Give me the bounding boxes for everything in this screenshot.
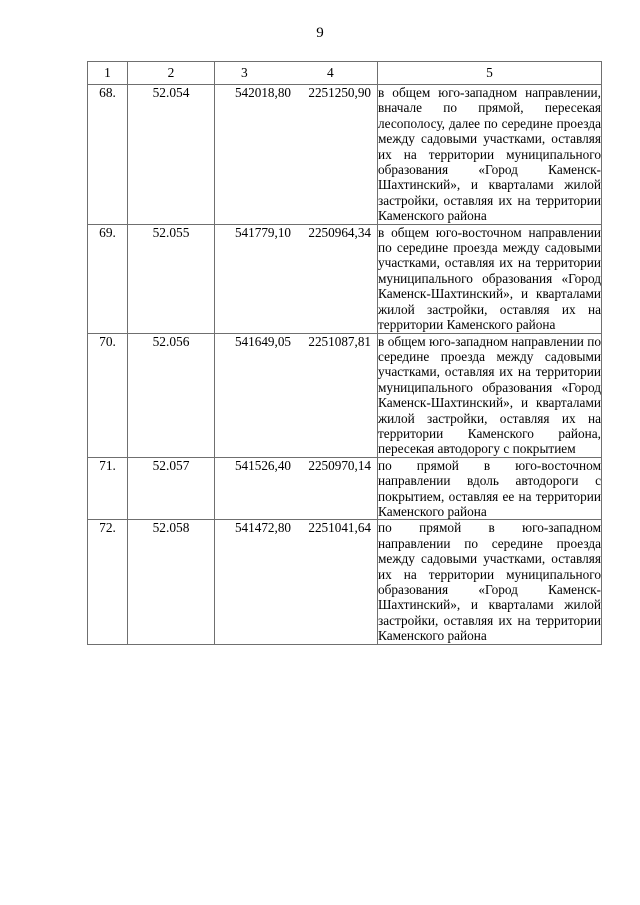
- boundary-description: в общем юго-западном направлении по середине проезда между садовыми участками, оставляя их на территории муниципального образования «Город Каменск-Шахтинский», и кварталами жилой застройки, оставляя их на территории Каменского района, пересекая автодорогу с покрытием: [378, 333, 601, 457]
- header-col-2: 2: [128, 62, 215, 85]
- coord-y: 2251250,90: [308, 85, 371, 100]
- coord-y: 2251041,64: [308, 520, 371, 536]
- table-row: [88, 520, 602, 644]
- coord-y: 2250970,14: [308, 457, 371, 473]
- row-number: 72.: [88, 520, 128, 644]
- coord-x: 542018,80: [234, 85, 291, 100]
- header-row: [88, 62, 602, 85]
- header-col-4: 4: [327, 65, 334, 80]
- table-row: [88, 333, 602, 457]
- header-col-1: 1: [88, 62, 128, 85]
- coord-y: 2250964,34: [308, 224, 371, 240]
- header-col-5: 5: [378, 62, 602, 85]
- table-row: [88, 85, 602, 225]
- boundary-description: по прямой в юго-западном направлении по середине проезда между садовыми участками, оставляя их на территории муниципального образования «Город Каменск-Шахтинский», и кварталами жилой застройки, оставляя их на территории Каменского района: [378, 520, 601, 644]
- boundary-description: в общем юго-восточном направлении по середине проезда между садовыми участками, оставляя их на территории муниципального образования «Город Каменск-Шахтинский», и кварталами жилой застройки, оставляя их на территории Каменского района: [378, 224, 601, 333]
- coordinates: [215, 224, 378, 333]
- coordinates: [215, 457, 378, 520]
- coord-x: 541472,80: [234, 520, 291, 536]
- row-number: 68.: [88, 85, 128, 225]
- table-body: [88, 85, 602, 645]
- point-id: 52.055: [128, 224, 215, 333]
- boundary-description: по прямой в юго-восточном направлении вдоль автодороги с покрытием, оставляя ее на территории Каменского района: [378, 457, 601, 519]
- row-number: 69.: [88, 224, 128, 333]
- row-number: 71.: [88, 457, 128, 520]
- table-row: [88, 224, 602, 333]
- table-header: [88, 62, 602, 85]
- row-number: 70.: [88, 333, 128, 457]
- coordinates: [215, 85, 378, 225]
- coord-x: 541779,10: [234, 224, 291, 240]
- table-row: [88, 457, 602, 520]
- point-id: 52.054: [128, 85, 215, 225]
- coordinates: [215, 333, 378, 457]
- boundary-points-table: [87, 61, 602, 645]
- coord-y: 2251087,81: [308, 333, 371, 349]
- boundary-description: в общем юго-западном направлении, вначале по прямой, пересекая лесополосу, далее по середине проезда между садовыми участками, оставляя их на территории муниципального образования «Город Каменск-Шахтинский», и кварталами жилой застройки, оставляя их на территории Каменского района: [378, 85, 601, 224]
- coordinates: [215, 520, 378, 644]
- point-id: 52.056: [128, 333, 215, 457]
- coord-x: 541526,40: [234, 457, 291, 473]
- page-number: 9: [316, 25, 324, 41]
- header-col-3-4: [215, 62, 378, 85]
- coord-x: 541649,05: [234, 333, 291, 349]
- point-id: 52.057: [128, 457, 215, 520]
- point-id: 52.058: [128, 520, 215, 644]
- header-col-3: 3: [241, 65, 248, 80]
